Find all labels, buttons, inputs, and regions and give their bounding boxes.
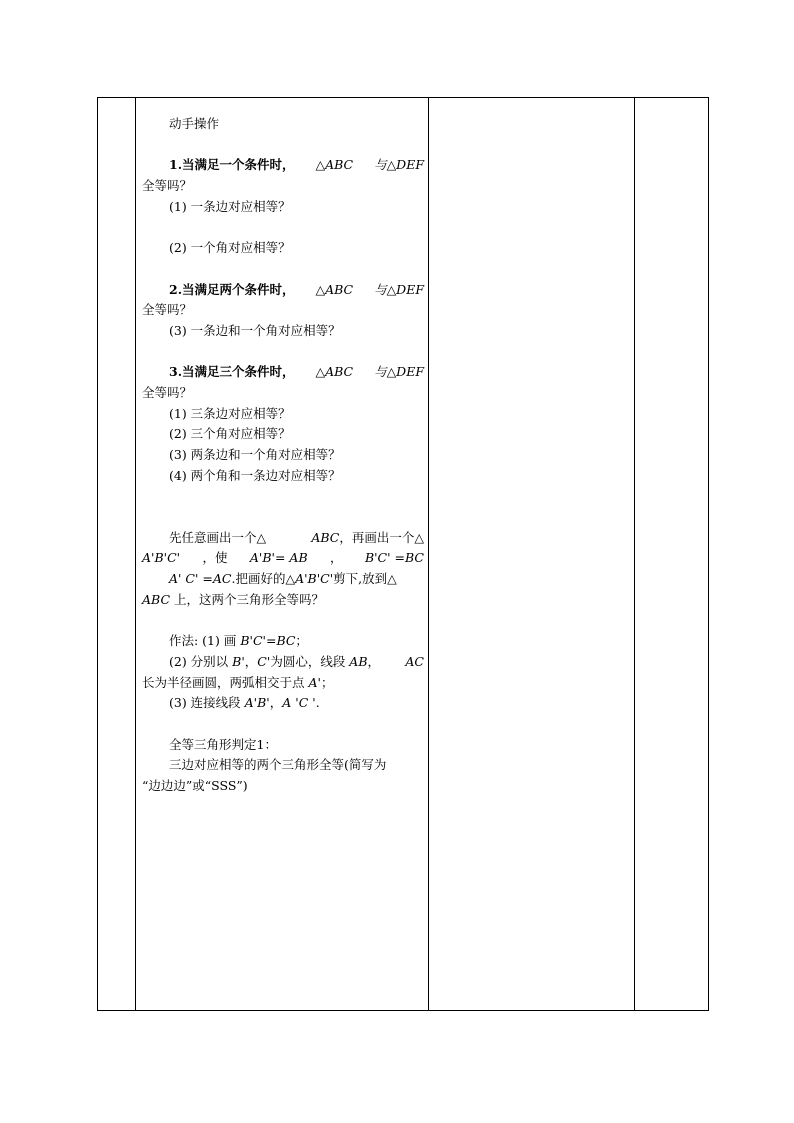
method-step: (2) 分别以 B'，C'为圆心，线段 AB， AC — [169, 653, 424, 669]
method-step: 长为半径画圆，两弧相交于点 A'； — [142, 674, 334, 690]
list-item: (2) 一个角对应相等？ — [169, 240, 291, 256]
method-step: (3) 连接线段 A'B'，A 'C '. — [169, 695, 320, 711]
question-1: 1.当满足一个条件时， △ABC 与△DEF — [169, 157, 424, 173]
method-step: 作法: (1) 画 B'C'=BC； — [169, 633, 308, 649]
list-item: (2) 三个角对应相等？ — [169, 426, 291, 442]
rule-body: “边边边”或“SSS”) — [142, 778, 248, 794]
activity-line: 先任意画出一个△ ABC，再画出一个△ — [169, 529, 424, 545]
list-item: (1) 一条边对应相等？ — [169, 198, 291, 214]
list-item: (4) 两个角和一条边对应相等？ — [169, 467, 341, 483]
question-3: 3.当满足三个条件时， △ABC 与△DEF — [169, 364, 424, 380]
list-item: (3) 一条边和一个角对应相等？ — [169, 322, 341, 338]
column-divider — [428, 98, 429, 1010]
question-2: 2.当满足两个条件时， △ABC 与△DEF — [169, 281, 424, 297]
list-item: (3) 两条边和一个角对应相等？ — [169, 447, 341, 462]
column-divider — [634, 98, 635, 1010]
rule-body: 三边对应相等的两个三角形全等(简写为 — [169, 757, 387, 773]
lesson-content: 动手操作 1.当满足一个条件时， △ABC 与△DEF 全等吗？ (1) 一条边对应相等？ (2) 一个角对应相等？ 2.当满足两个条件时， △ABC 与△DEF 全等吗？ (3) 一条边和一个角对应相等？ 3.当满足三个条件时， △ABC 与△DEF 全等吗？ (1) 三条边对应相等？ (2) 三个角对应相等？ (3) 两条边和一个角对应相等？ (4) 两个角和一条边对应相等？ 先任意画出一个△ ABC，再画出一个△ A'B'C' ，使 A'B'= AB ， B'C' =BC A' C' =AC.把画好的△A'B'C'剪下,放到△ ABC 上，这两个三角形全等吗？ 作法: (1) 画 B'C'=BC； (2) 分别以 B'，C'为圆心，线段 AB， AC 长为半径画圆，两弧相交于点 A'； (3) 连接线段 A'B'，A 'C '. 全等三角形判定1： 三边对应相等的两个三角形全等(简写为 “边边边”或“SSS”) — [142, 114, 424, 797]
rule-title: 全等三角形判定1： — [169, 736, 277, 752]
list-item: (1) 三条边对应相等？ — [169, 405, 291, 421]
activity-line: ABC 上，这两个三角形全等吗？ — [142, 591, 324, 607]
activity-line: A' C' =AC.把画好的△A'B'C'剪下,放到△ — [169, 571, 397, 587]
activity-line: A'B'C' ，使 A'B'= AB ， B'C' =BC — [142, 550, 424, 566]
column-divider — [135, 98, 136, 1010]
section-heading: 动手操作 — [169, 116, 220, 131]
